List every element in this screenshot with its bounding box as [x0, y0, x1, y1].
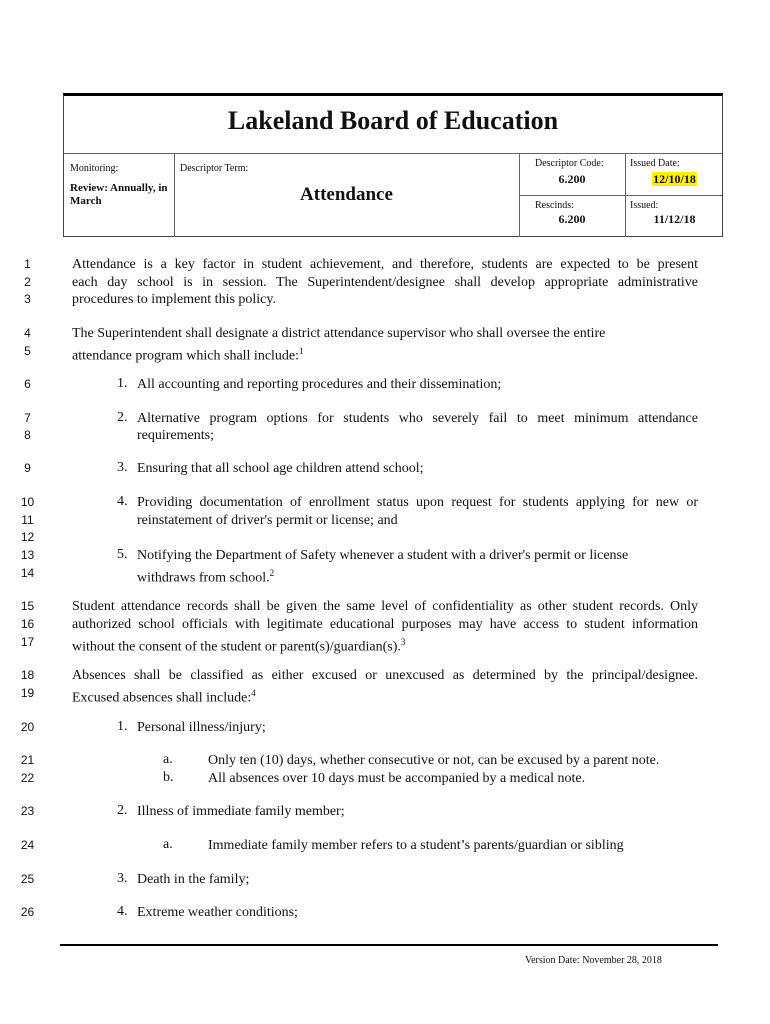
line-number: 10 [20, 495, 35, 509]
line-number: 20 [20, 720, 35, 734]
list-number: 2. [117, 803, 128, 818]
line-number: 19 [20, 686, 35, 700]
line-number: 13 [20, 548, 35, 562]
text-span: without the consent of the student or parent(s)/guardian(s). [72, 639, 401, 655]
text-line: each day school is in session. The Superintendent/designee shall develop appropriate administrative [72, 275, 698, 290]
list-item-text: Ensuring that all school age children attend school; [137, 461, 424, 476]
footnote-ref: 2 [269, 568, 275, 578]
line-number: 1 [24, 257, 31, 271]
text-line: Absences shall be classified as either excused or unexcused as determined by the principal/designee. [72, 668, 698, 683]
monitoring-label: Monitoring: [70, 163, 119, 174]
version-date: Version Date: November 28, 2018 [525, 955, 662, 966]
list-item-text: All accounting and reporting procedures and their dissemination; [137, 377, 502, 392]
footer-rule [60, 944, 718, 946]
list-item-text: reinstatement of driver's permit or license; and [137, 513, 398, 528]
sub-list-text: Only ten (10) days, whether consecutive or not, can be excused by a parent note. [208, 753, 660, 768]
line-number: 15 [20, 599, 35, 613]
line-number: 23 [20, 804, 35, 818]
line-number: 11 [21, 513, 34, 527]
list-item-text: Extreme weather conditions; [137, 905, 298, 920]
line-number: 16 [20, 617, 35, 631]
footnote-ref: 1 [299, 346, 304, 356]
list-number: 1. [117, 719, 128, 734]
rescinds-label: Rescinds: [535, 200, 574, 211]
header-row-divider [519, 195, 722, 196]
sub-list-text: All absences over 10 days must be accompanied by a medical note. [208, 771, 586, 786]
list-item-text: Providing documentation of enrollment status upon request for students applying for new or [137, 495, 698, 510]
list-number: 4. [117, 904, 128, 919]
sub-list-letter: a. [163, 837, 173, 852]
header-divider [64, 153, 722, 154]
text-line: The Superintendent shall designate a district attendance supervisor who shall oversee the entire [72, 326, 606, 341]
line-number: 7 [24, 411, 31, 425]
issued-date-value [625, 172, 724, 187]
text-line [72, 634, 405, 656]
descriptor-code-label: Descriptor Code: [535, 158, 604, 169]
list-item-text [137, 565, 274, 587]
sub-list-letter: b. [163, 770, 174, 785]
list-number: 4. [117, 494, 128, 509]
list-item-text: Personal illness/injury; [137, 720, 266, 735]
list-number: 1. [117, 376, 128, 391]
descriptor-term-value: Attendance [300, 184, 393, 205]
board-title: Lakeland Board of Education [227, 106, 559, 135]
rescinds-value: 6.200 [558, 212, 586, 226]
text-line: procedures to implement this policy. [72, 292, 276, 307]
footnote-ref: 3 [400, 637, 406, 647]
list-item-text: Death in the family; [137, 872, 250, 887]
issued-value: 11/12/18 [653, 212, 696, 226]
line-number: 26 [20, 905, 35, 919]
text-line [72, 343, 304, 365]
sub-list-letter: a. [163, 752, 173, 767]
line-number: 5 [24, 344, 31, 358]
highlighted-issued-date: 12/10/18 [653, 172, 696, 186]
line-number: 12 [20, 530, 35, 544]
line-number: 14 [20, 566, 35, 580]
sub-list-text: Immediate family member refers to a student’s parents/guardian or sibling [208, 838, 624, 853]
footnote-ref: 4 [251, 688, 256, 698]
line-number: 21 [20, 753, 35, 767]
line-number: 18 [20, 668, 35, 682]
line-number: 22 [20, 771, 35, 785]
text-line: authorized school officials with legitimate educational purposes may have access to student information [72, 617, 698, 632]
line-number: 9 [24, 461, 31, 475]
line-number: 4 [24, 326, 31, 340]
list-number: 3. [117, 871, 128, 886]
line-number: 2 [24, 275, 31, 289]
list-number: 5. [117, 547, 128, 562]
line-number: 3 [24, 292, 31, 306]
list-number: 3. [117, 460, 128, 475]
policy-header-box [63, 93, 723, 237]
list-item-text: Notifying the Department of Safety whenever a student with a driver's permit or license [137, 548, 629, 563]
descriptor-term-label: Descriptor Term: [180, 163, 249, 174]
review-frequency: Review: Annually, in March [70, 182, 168, 207]
list-item-text: Illness of immediate family member; [137, 804, 345, 819]
list-number: 2. [117, 410, 128, 425]
line-number: 6 [24, 377, 31, 391]
text-span: Excused absences shall include: [72, 690, 252, 706]
list-item-text: Alternative program options for students who severely fail to meet minimum attendance [137, 411, 698, 426]
list-item-text: requirements; [137, 428, 214, 443]
text-span: attendance program which shall include: [72, 348, 300, 364]
issued-label: Issued: [630, 200, 659, 211]
text-line [72, 685, 256, 707]
line-number: 24 [20, 838, 35, 852]
issued-date-label: Issued Date: [630, 158, 680, 169]
text-line: Student attendance records shall be given the same level of confidentiality as other student records. Only [72, 599, 698, 614]
line-number: 8 [24, 428, 31, 442]
line-number: 17 [20, 635, 35, 649]
text-line: Attendance is a key factor in student achievement, and therefore, students are expected to be present [72, 257, 698, 272]
text-span: withdraws from school. [137, 570, 270, 586]
descriptor-code-value: 6.200 [558, 172, 586, 186]
line-number: 25 [20, 872, 35, 886]
